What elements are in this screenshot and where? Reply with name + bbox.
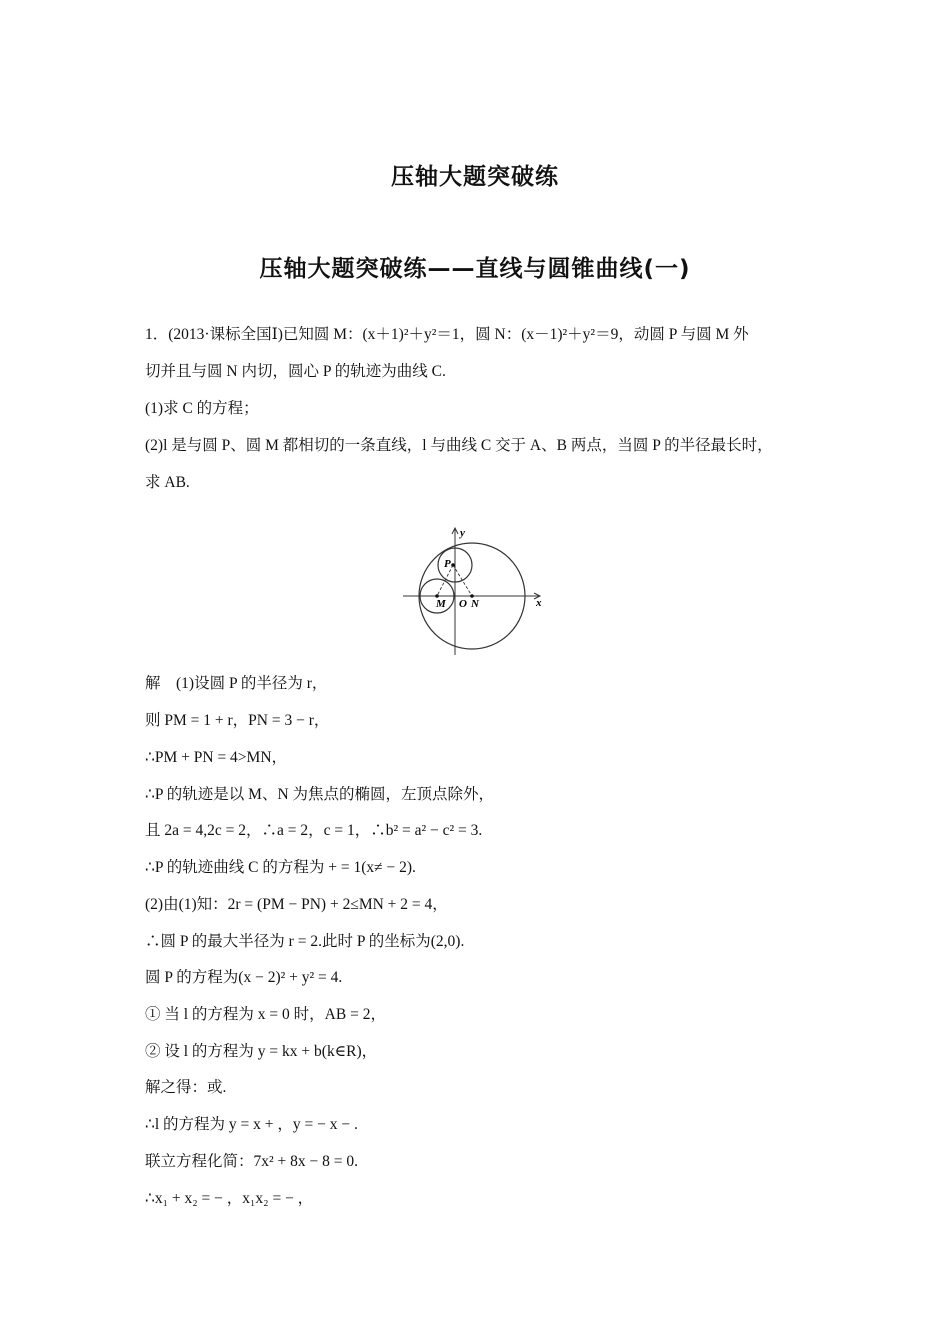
label-x: x <box>536 597 542 609</box>
solution-line-6: ∴P 的轨迹曲线 C 的方程为 + = 1(x≠ − 2). <box>145 859 416 876</box>
question-2-line-1: (2)l 是与圆 P、圆 M 都相切的一条直线，l 与曲线 C 交于 A、B 两点，当圆 P 的半径最长时， <box>145 437 773 454</box>
solution-line-14: 联立方程化简：7x² + 8x − 8 = 0. <box>145 1153 358 1170</box>
question-1: (1)求 C 的方程； <box>145 400 259 417</box>
solution-line-3: ∴PM + PN = 4>MN， <box>145 749 288 766</box>
solution-line-1: 解 (1)设圆 P 的半径为 r， <box>145 675 328 692</box>
solution-line-11: ② 设 l 的方程为 y = kx + b(k∈R)， <box>145 1043 378 1060</box>
point-p <box>451 563 455 567</box>
solution-line-5: 且 2a = 4,2c = 2，∴a = 2，c = 1，∴b² = a² − c² = 3. <box>145 822 483 839</box>
solution-line-4: ∴P 的轨迹是以 M、N 为焦点的椭圆，左顶点除外， <box>145 786 495 803</box>
problem-line-1: 1．(2013·课标全国Ⅰ)已知圆 M：(x＋1)²＋y²＝1，圆 N：(x－1)²＋y²＝9，动圆 P 与圆 M 外 <box>145 326 749 343</box>
label-n: N <box>471 598 479 610</box>
geometry-figure <box>400 523 550 658</box>
label-m: M <box>436 598 446 610</box>
solution-line-12: 解之得：或. <box>145 1079 227 1096</box>
solution-line-15: ∴x₁ + x₂ = − ，x₁x₂ = − ， <box>145 1190 314 1207</box>
label-p: P <box>444 558 451 570</box>
solution-line-2: 则 PM = 1 + r，PN = 3 − r， <box>145 712 330 729</box>
section-title: 压轴大题突破练——直线与圆锥曲线(一) <box>259 256 691 282</box>
label-o: O <box>459 598 467 610</box>
solution-line-7: (2)由(1)知：2r = (PM − PN) + 2≤MN + 2 = 4， <box>145 896 448 913</box>
solution-line-9: 圆 P 的方程为(x − 2)² + y² = 4. <box>145 969 343 986</box>
page-title: 压轴大题突破练 <box>391 164 559 190</box>
label-y: y <box>460 527 465 539</box>
solution-line-13: ∴l 的方程为 y = x + ，y = − x − . <box>145 1116 358 1133</box>
question-2-line-2: 求 AB. <box>145 474 190 491</box>
problem-line-2: 切并且与圆 N 内切，圆心 P 的轨迹为曲线 C. <box>145 363 446 380</box>
solution-line-8: ∴圆 P 的最大半径为 r = 2.此时 P 的坐标为(2,0). <box>145 933 465 950</box>
solution-line-10: ① 当 l 的方程为 x = 0 时，AB = 2， <box>145 1006 386 1023</box>
